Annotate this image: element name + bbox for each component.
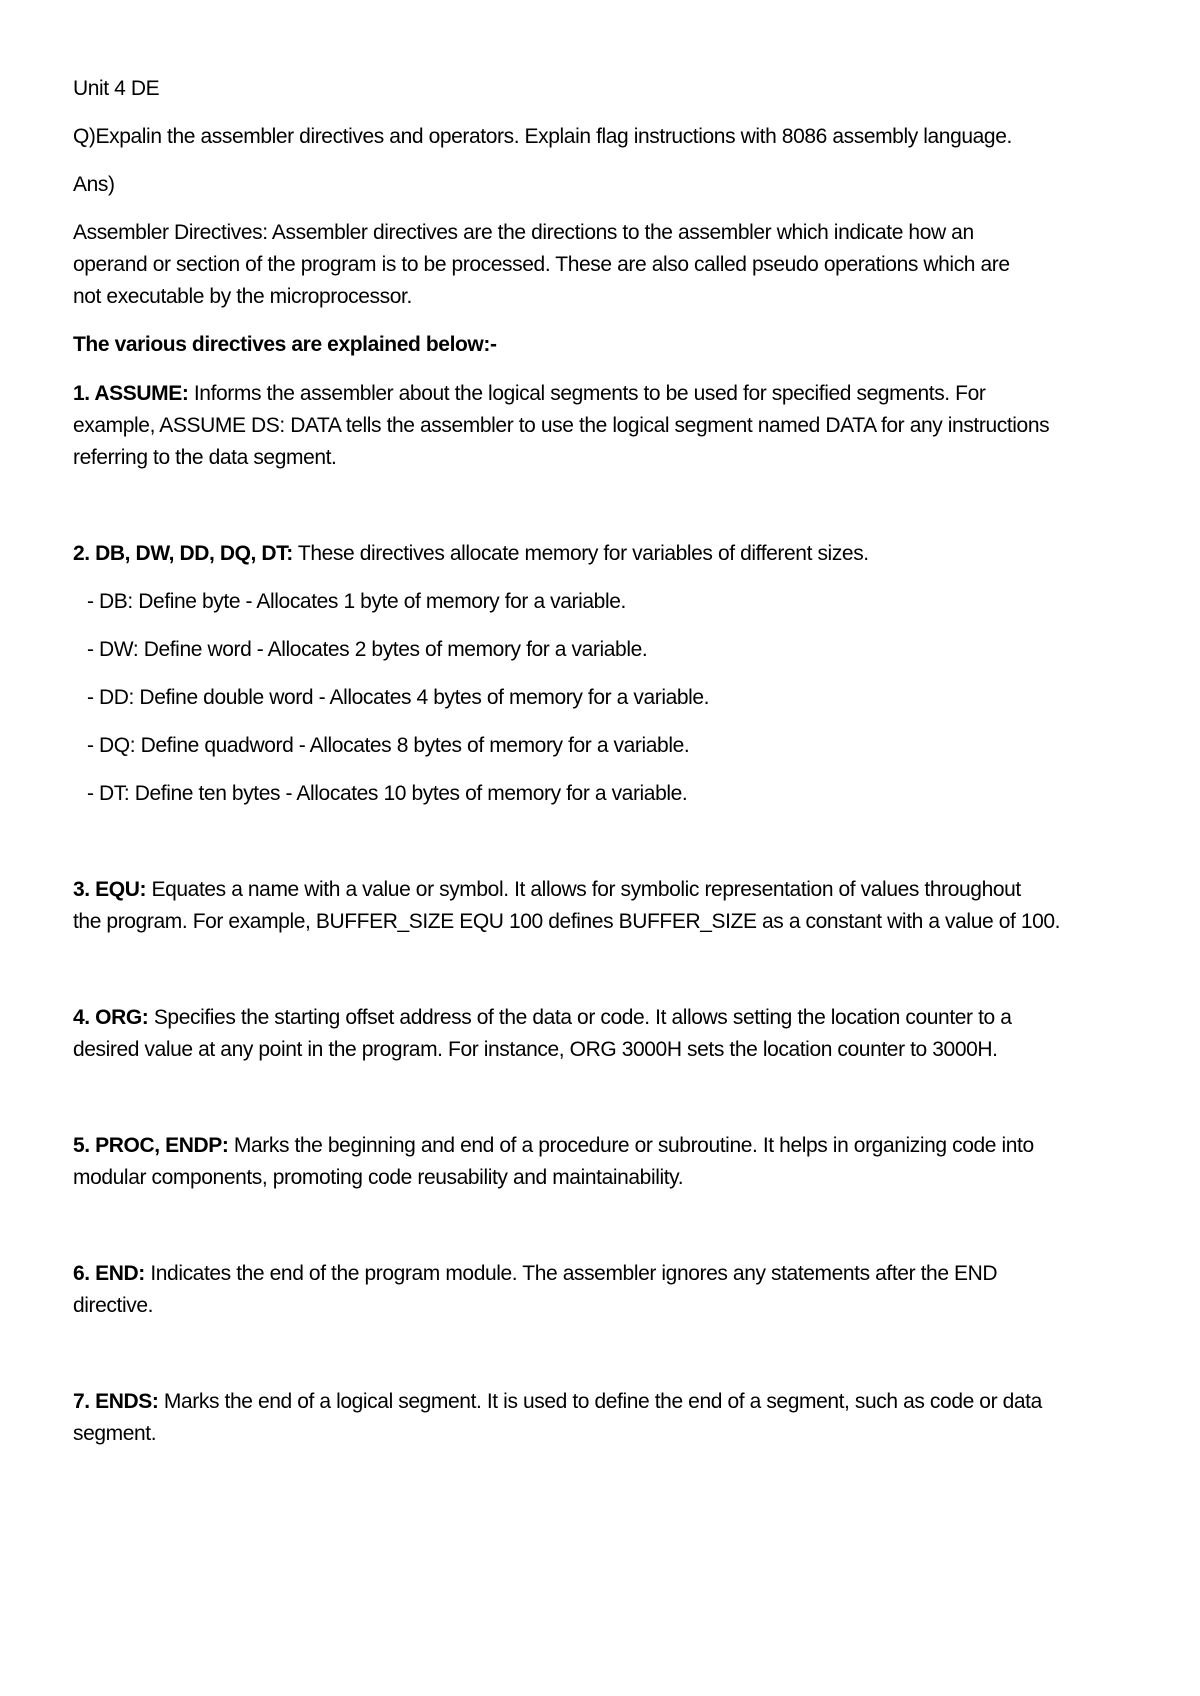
directive-line: the program. For example, BUFFER_SIZE EQU 100 defines BUFFER_SIZE as a constant with a value of 100. xyxy=(73,910,1061,933)
directive-text: Equates a name with a value or symbol. It allows for symbolic representation of values throughout xyxy=(146,878,1021,901)
directive-text: Indicates the end of the program module. The assembler ignores any statements after the END xyxy=(144,1262,998,1285)
list-item: - DD: Define double word - Allocates 4 bytes of memory for a variable. xyxy=(87,686,710,709)
directive-line xyxy=(73,1389,1042,1415)
directive-label: 5. PROC, ENDP: xyxy=(73,1134,229,1157)
directive-line: desired value at any point in the program. For instance, ORG 3000H sets the location counter to 3000H. xyxy=(73,1038,998,1061)
directive-line xyxy=(73,1133,1034,1159)
directive-label: 4. ORG: xyxy=(73,1006,149,1029)
directive-label: 2. DB, DW, DD, DQ, DT: xyxy=(73,542,293,565)
directive-text: Marks the end of a logical segment. It is used to define the end of a segment, such as code or data xyxy=(158,1390,1042,1413)
directive-line: directive. xyxy=(73,1294,154,1317)
directive-line xyxy=(73,381,985,407)
list-item: - DT: Define ten bytes - Allocates 10 bytes of memory for a variable. xyxy=(87,782,688,805)
directive-line: segment. xyxy=(73,1422,157,1445)
directive-label: 1. ASSUME: xyxy=(73,382,189,405)
unit-title: Unit 4 DE xyxy=(73,77,160,100)
directive-line xyxy=(73,1005,1012,1031)
directive-line xyxy=(73,1261,997,1287)
directive-text: Specifies the starting offset address of the data or code. It allows setting the location counter to a xyxy=(148,1006,1012,1029)
answer-label: Ans) xyxy=(73,173,115,196)
directive-label: 3. EQU: xyxy=(73,878,147,901)
intro-line: not executable by the microprocessor. xyxy=(73,285,412,308)
intro-line: operand or section of the program is to be processed. These are also called pseudo operations which are xyxy=(73,253,1010,276)
directive-line: example, ASSUME DS: DATA tells the assembler to use the logical segment named DATA for any instructions xyxy=(73,414,1050,437)
directive-line xyxy=(73,541,869,567)
directive-text: Marks the beginning and end of a procedure or subroutine. It helps in organizing code into xyxy=(228,1134,1034,1157)
directive-text: These directives allocate memory for variables of different sizes. xyxy=(292,542,869,565)
directive-line: referring to the data segment. xyxy=(73,446,337,469)
section-heading: The various directives are explained below:- xyxy=(73,333,497,356)
list-item: - DW: Define word - Allocates 2 bytes of memory for a variable. xyxy=(87,638,648,661)
list-item: - DB: Define byte - Allocates 1 byte of memory for a variable. xyxy=(87,590,626,613)
directive-label: 7. ENDS: xyxy=(73,1390,159,1413)
directive-text: Informs the assembler about the logical segments to be used for specified segments. For xyxy=(188,382,986,405)
intro-line: Assembler Directives: Assembler directives are the directions to the assembler which indicate how an xyxy=(73,221,974,244)
directive-line xyxy=(73,877,1021,903)
list-item: - DQ: Define quadword - Allocates 8 bytes of memory for a variable. xyxy=(87,734,690,757)
directive-label: 6. END: xyxy=(73,1262,145,1285)
question-text: Q)Expalin the assembler directives and operators. Explain flag instructions with 8086 assembly language. xyxy=(73,125,1012,148)
directive-line: modular components, promoting code reusability and maintainability. xyxy=(73,1166,684,1189)
